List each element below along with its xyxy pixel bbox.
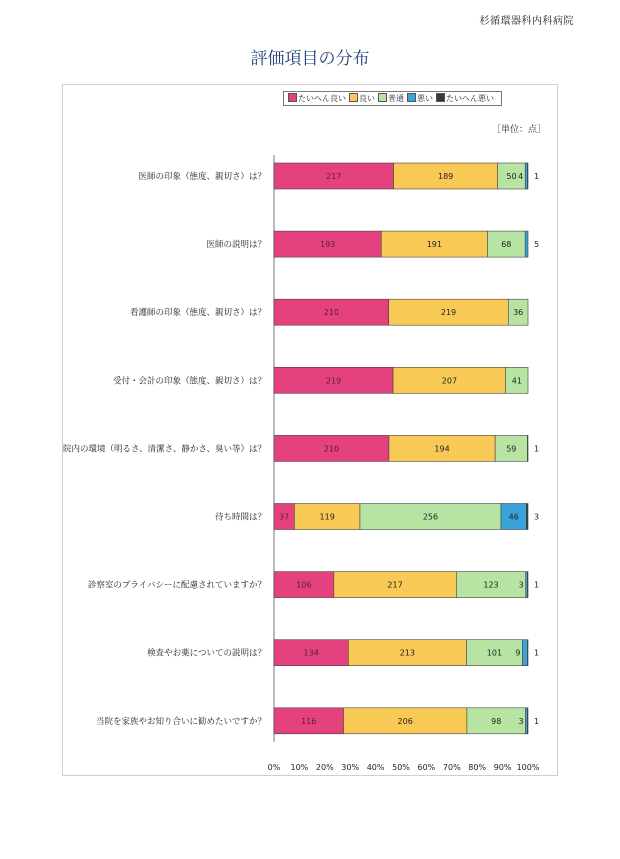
data-label: 206 [397, 716, 413, 726]
data-label: 41 [511, 376, 522, 386]
bar-segment [527, 708, 528, 734]
category-label: 診察室のプライバシーに配慮されていますか？ [87, 580, 266, 591]
data-label: 36 [513, 308, 524, 318]
data-label: 116 [301, 716, 317, 726]
x-tick-label: 30% [341, 763, 360, 772]
bar-segment [525, 163, 527, 189]
data-label: 210 [323, 308, 339, 318]
data-label: 193 [319, 240, 336, 250]
data-label: 106 [296, 580, 312, 590]
legend-label: たいへん悪い [446, 94, 494, 103]
legend-label: 普通 [388, 94, 404, 103]
data-label: 98 [491, 716, 502, 726]
legend-label: 良い [359, 94, 375, 103]
data-label: 217 [326, 172, 342, 181]
data-label: 1 [534, 172, 540, 181]
category-label: 院内の環境（明るさ、清潔さ、静かさ、臭い等）は？ [63, 444, 266, 455]
data-label: 101 [486, 648, 503, 658]
bar-segment [527, 163, 528, 189]
data-label: 219 [440, 308, 457, 318]
category-label: 医師の説明は？ [206, 240, 266, 251]
data-label: 207 [441, 376, 458, 386]
data-label: 3 [518, 716, 524, 726]
data-label: 3 [534, 512, 540, 522]
x-tick-label: 10% [290, 763, 309, 772]
category-label: 受付・会計の印象（態度、親切さ）は？ [112, 376, 266, 387]
data-label: 46 [508, 512, 519, 522]
data-label: 50 [506, 172, 517, 181]
data-label: 1 [534, 580, 540, 590]
bar-segment [527, 640, 528, 666]
data-label: 1 [534, 716, 540, 726]
hospital-name: 杉循環器科内科病院 [479, 16, 574, 27]
data-label: 37 [279, 512, 290, 522]
data-label: 9 [515, 648, 521, 658]
x-tick-label: 70% [442, 763, 461, 772]
data-label: 217 [387, 580, 403, 590]
x-tick-label: 40% [366, 763, 385, 772]
category-label: 検査やお薬についての説明は？ [147, 648, 266, 659]
data-label: 59 [506, 444, 517, 454]
bar-segment [527, 572, 528, 598]
legend-label: たいへん良い [298, 94, 346, 103]
category-label: 看護師の印象（態度、親切さ）は？ [129, 308, 266, 319]
data-label: 189 [437, 172, 454, 181]
bar-segment [527, 435, 528, 461]
data-label: 123 [483, 580, 499, 590]
data-label: 219 [325, 376, 342, 386]
chart-title: 評価項目の分布 [250, 49, 370, 69]
x-tick-label: 100% [516, 763, 540, 772]
x-tick-label: 0% [267, 763, 281, 772]
data-label: 191 [426, 240, 442, 250]
data-label: 4 [518, 172, 524, 181]
category-label: 当院を家族やお知り合いに勧めたいですか？ [95, 716, 266, 727]
unit-label: ［単位：点］ [492, 125, 547, 135]
data-label: 213 [399, 648, 416, 658]
category-label: 医師の印象（態度、親切さ）は？ [138, 172, 266, 182]
bar-segment [526, 504, 528, 530]
data-label: 1 [534, 648, 540, 658]
x-tick-label: 80% [468, 763, 487, 772]
bar-segment [525, 231, 528, 257]
data-label: 194 [434, 444, 450, 454]
data-label: 68 [501, 240, 512, 250]
x-tick-label: 50% [392, 763, 410, 772]
data-label: 119 [319, 512, 335, 522]
category-label: 待ち時間は？ [214, 512, 266, 523]
data-label: 134 [303, 648, 319, 658]
x-tick-label: 20% [315, 763, 334, 772]
data-label: 1 [534, 444, 540, 454]
data-label: 5 [534, 240, 540, 250]
data-label: 3 [518, 580, 524, 590]
data-label: 256 [422, 512, 439, 522]
bar-segment [522, 640, 527, 666]
data-label: 210 [323, 444, 340, 454]
x-tick-label: 60% [417, 763, 436, 772]
x-tick-label: 90% [493, 763, 512, 772]
legend-label: 悪い [417, 94, 433, 103]
